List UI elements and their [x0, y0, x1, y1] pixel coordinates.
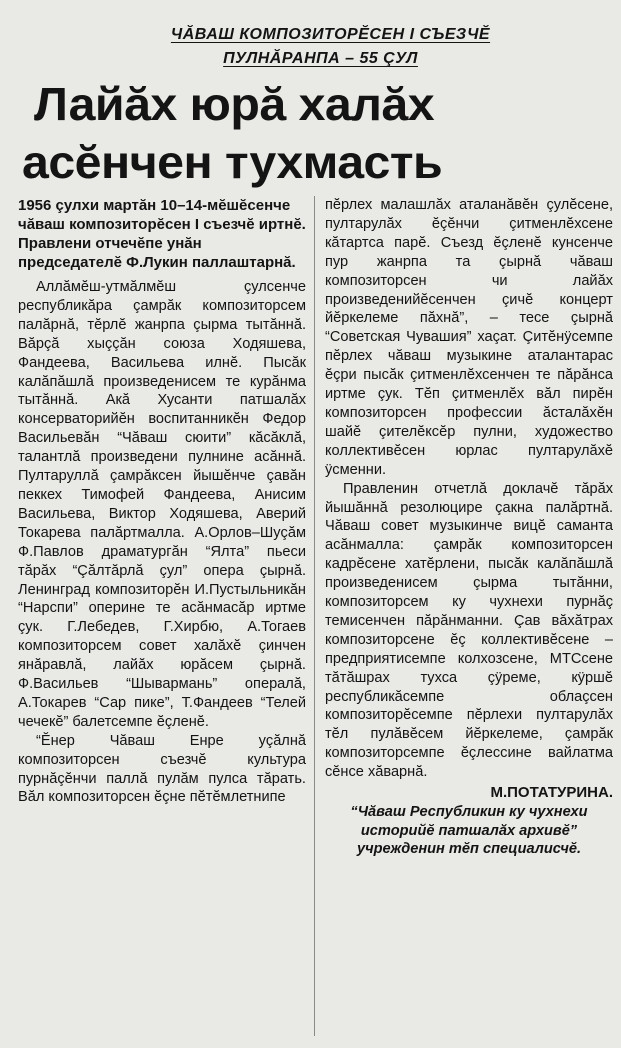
article-paragraph: Правленин отчетлă доклачĕ тăрăх йышăннă резолюцире çакна палăртнă. Чăваш совет музыкинче вицĕ саманта асăнмалла: çамрăк композиторсен кадрĕсене хатĕрлени, пысăк калăпăшлă произведенисем çырма тытăнни, композиторсем ку чухнехи пурнăç темисенчен пăрăнманни. Çав вăхăтрах композиторсене ĕç коллективĕсене – предприятисемпе колхозсене, МТСсене тăтăшрах тухса çÿреме, кÿршĕ республикăсемпе облаçсен композиторĕсемпе пĕрлехи пултарулăх тĕл пулăвĕсем йĕркелеме, çамрăк композиторсемпе ĕçлессине вайлатма сĕнсе хăварнă.: [325, 480, 613, 781]
article-lead: 1956 çулхи мартăн 10–14-мĕшĕсенче чăваш композиторĕсен I съезчĕ иртнĕ. Правлени отчечĕпе унăн председателĕ Ф.Лукин паллаштарнă.: [18, 197, 306, 271]
rubric-line-2: ПУЛНĂРАНПА – 55 ÇУЛ: [223, 50, 418, 67]
headline-line-2: асĕнчен тухмасть: [22, 136, 443, 188]
author-affiliation: “Чăваш Республикин ку чухнехи историйĕ патшалăх архивĕ” учрежденин тĕп специалисчĕ.: [350, 804, 588, 858]
article-paragraph: “Ĕнер Чăваш Енре уçăлнă композиторсен съезчĕ культура пурнăçĕнчи паллă пулăм пулса тăрать. Вăл композиторсен ĕçне пĕтĕмлетнипе: [18, 732, 306, 806]
rubric-line-1: ЧĂВАШ КОМПОЗИТОРĔСЕН I СЪЕЗЧĔ: [170, 26, 491, 43]
author-signature: М.ПОТАТУРИНА.: [490, 784, 613, 802]
article-column-left: [18, 196, 306, 807]
article-column-right: [325, 196, 613, 859]
article-paragraph: пĕрлех малашлăх аталанăвĕн çулĕсене, пултарулăх ĕçĕнчи çитменлĕхсене кăтартса парĕ. Съезд ĕçленĕ кунсенче пур жанрпа та çырнă чăваш композиторсен чи лайăх произведенийĕсенчен çичĕ концерт йĕркелеме пăхнă”, – тесе çырнă “Советская Чувашия” хаçат. Çитĕнÿсемпе пĕрлех чăваш музыкине аталантарас ĕçри пысăк çитменлĕхсенчен те пăрăнса иртме çук. Тĕп çитменлĕх вăл пирĕн композиторсен профессии ăсталăхĕн шайĕ çителĕксĕр пулни, художество коллективĕсен юрлас пултарулăхĕ ÿсменни.: [325, 197, 613, 478]
headline-line-1: Лайăх юрă халăх: [34, 78, 435, 130]
column-divider: [314, 196, 315, 1036]
article-paragraph: Аллăмĕш-утмăлмĕш çулсенче республикăра çамрăк композиторсем палăрнă, тĕрлĕ жанрпа çырма тытăннă. Вăрçă хыççăн союза Ходяшева, Фандеева, Васильева илнĕ. Пысăк калăпăшлă произведенисем те курăнма тытăннă. Акă Хусанти патшалăх консерваторийĕн воспитанникĕн Федор Васильевăн “Чăваш сюити” кăсăклă, талантлă произведени пулнине асăннă. Пултаруллă çамрăксен йышĕнче çавăн пеккех Тимофей Фандеева, Анисим Васильева, Виктор Ходяшева, Аверий Токарева палăртмалла. А.Орлов–Шуçăм Ф.Павлов драматургăн “Ялта” пьеси тăрăх “Çăлтăрлă çул” опера çырнă. Ленинград композиторĕн И.Пустыльникăн “Нарспи” оперине те асăнмасăр иртме çук. Г.Лебедев, Г.Хирбю, А.Тогаев композиторсем совет халăхĕ çинчен янăравлă, лайăх юрăсем çырнă. Ф.Васильев “Шывармань” опералă, А.Токарев “Сар пике”, Т.Фандеев “Телей чечекĕ” балетсемпе ĕçленĕ.: [18, 279, 306, 730]
